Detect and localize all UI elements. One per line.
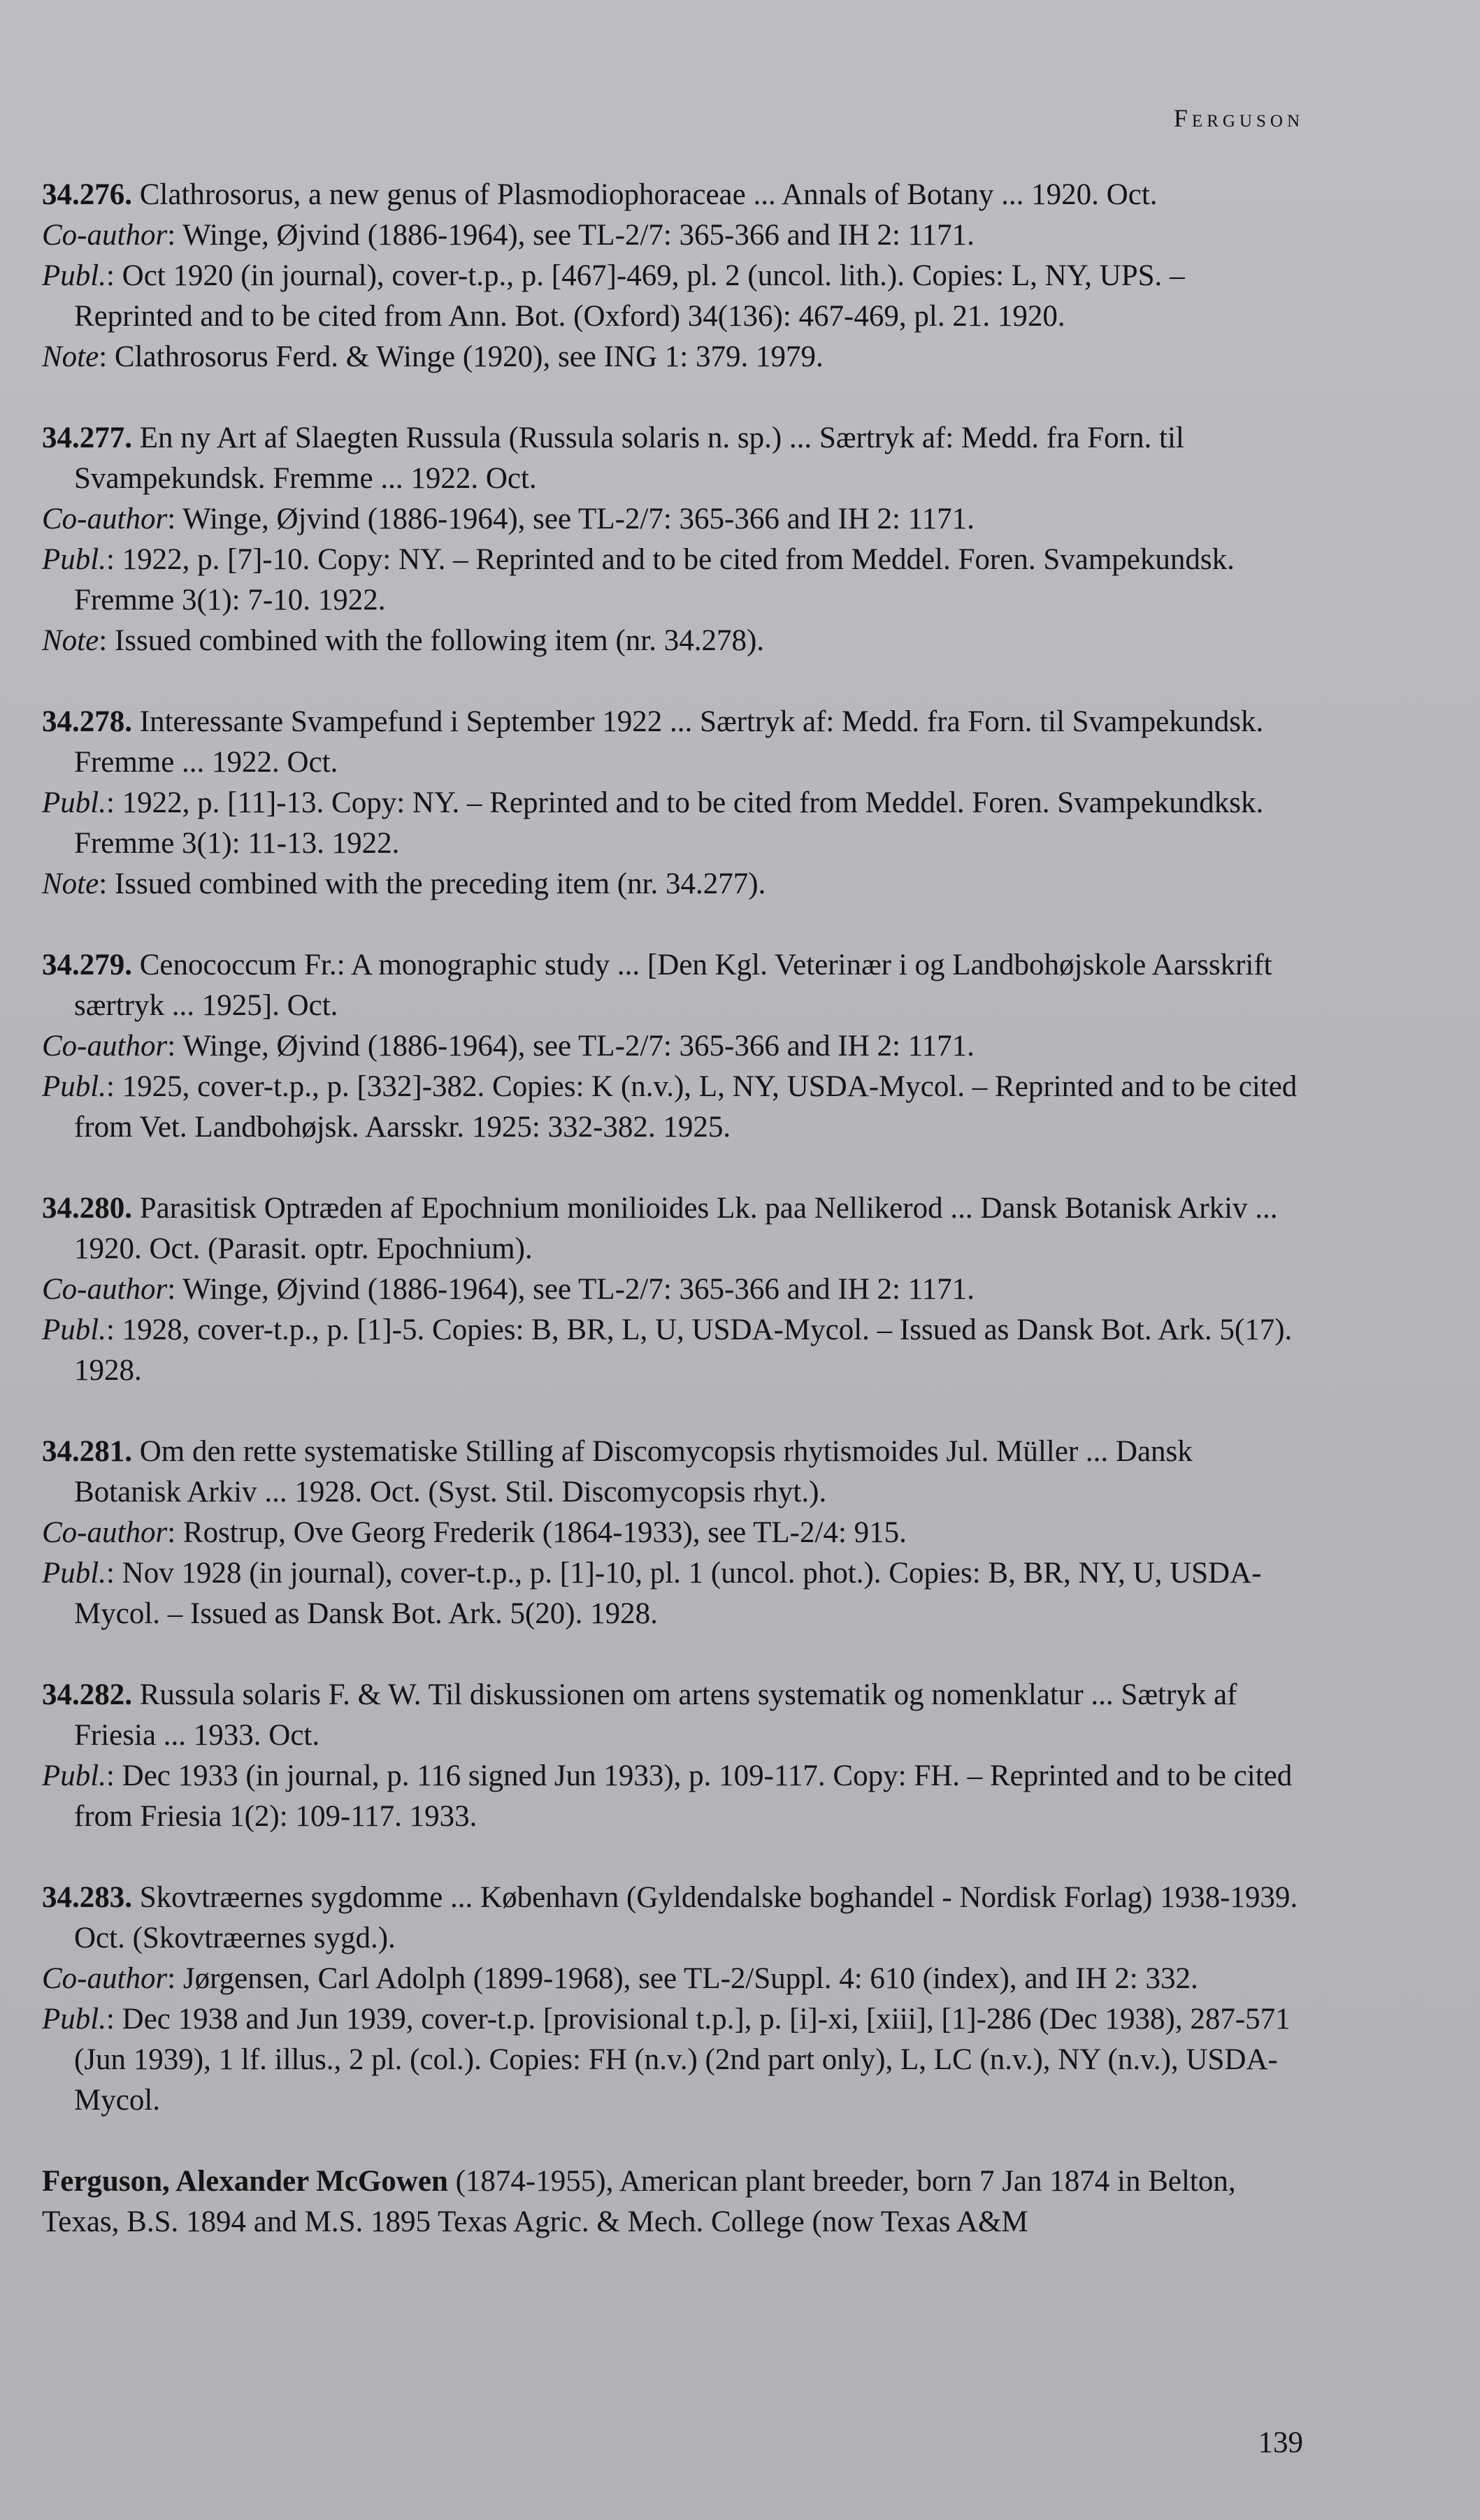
entry-title: Interessante Svampefund i September 1922 ... Særtryk af: Medd. fra Forn. til Svampekundsk. Fremme ... 1922. Oct.: [74, 705, 1264, 779]
bibliography-entry: [42, 418, 1305, 661]
entry-title: Om den rette systematiske Stilling af Discomycopsis rhytismoides Jul. Müller ... Dansk Botanisk Arkiv ... 1928. Oct. (Syst. Stil. Discomycopsis rhyt.).: [74, 1435, 1193, 1509]
entry-publication-text: : Dec 1938 and Jun 1939, cover-t.p. [provisional t.p.], p. [i]-xi, [xiii], [1]-286 (Dec 1938), 287-571 (Jun 1939), 1 lf. illus., 2 pl. (col.). Copies: FH (n.v.) (2nd part only), L, LC (n.v.), NY (n.v.), USDA-Mycol.: [74, 2003, 1291, 2117]
entry-number: 34.281.: [42, 1435, 132, 1468]
entry-publication-label: Publ.: [42, 1759, 106, 1792]
entry-publication-label: Publ.: [42, 259, 106, 292]
entry-note-line: [42, 864, 1305, 905]
entry-title-line: [42, 945, 1305, 1026]
entry-publication-label: Publ.: [42, 1313, 106, 1346]
entry-co-author-label: Co-author: [42, 219, 168, 252]
entry-title-line: [42, 1188, 1305, 1269]
entry-note-text: : Clathrosorus Ferd. & Winge (1920), see ING 1: 379. 1979.: [99, 340, 824, 373]
entry-co-author-line: [42, 499, 1305, 540]
entry-number: 34.276.: [42, 178, 132, 211]
page-content: [42, 175, 1305, 2242]
entry-number: 34.280.: [42, 1192, 132, 1225]
entry-co-author-line: [42, 215, 1305, 256]
entry-number: 34.278.: [42, 705, 132, 738]
entry-title: En ny Art af Slaegten Russula (Russula solaris n. sp.) ... Særtryk af: Medd. fra Forn. til Svampekundsk. Fremme ... 1922. Oct.: [74, 422, 1184, 495]
entry-co-author-text: : Jørgensen, Carl Adolph (1899-1968), see TL-2/Suppl. 4: 610 (index), and IH 2: 332.: [167, 1962, 1198, 1995]
entry-co-author-line: [42, 1026, 1305, 1067]
entry-co-author-text: : Rostrup, Ove Georg Frederik (1864-1933), see TL-2/4: 915.: [167, 1516, 907, 1549]
entry-co-author-line: [42, 1269, 1305, 1310]
entry-publication-line: [42, 256, 1305, 337]
entry-note-text: : Issued combined with the preceding item (nr. 34.277).: [99, 867, 766, 900]
entry-title-line: [42, 1432, 1305, 1513]
entry-title-line: [42, 175, 1305, 215]
bibliography-entry: [42, 1878, 1305, 2121]
bibliography-entry: [42, 1675, 1305, 1837]
entry-number: 34.277.: [42, 422, 132, 454]
entry-publication-text: : 1925, cover-t.p., p. [332]-382. Copies: K (n.v.), L, NY, USDA-Mycol. – Reprinted and to be cited from Vet. Landbohøjsk. Aarsskr. 1925: 332-382. 1925.: [74, 1070, 1298, 1144]
bibliography-entry: [42, 945, 1305, 1148]
entry-co-author-label: Co-author: [42, 1516, 168, 1549]
entry-number: 34.283.: [42, 1881, 132, 1914]
bibliography-entry: [42, 702, 1305, 905]
entry-co-author-line: [42, 1959, 1305, 1999]
entry-title-line: [42, 1675, 1305, 1756]
page-number: 139: [1258, 2426, 1303, 2459]
entry-note-line: [42, 621, 1305, 661]
entries-list: [42, 175, 1305, 2121]
entry-note-label: Note: [42, 624, 99, 657]
entry-co-author-text: : Winge, Øjvind (1886-1964), see TL-2/7: 365-366 and IH 2: 1171.: [167, 503, 975, 535]
entry-co-author-label: Co-author: [42, 503, 168, 535]
biography-text: (1874-1955), American plant breeder, born 7 Jan 1874 in Belton, Texas, B.S. 1894 and M.S. 1895 Texas Agric. & Mech. College (now Texas A&M: [42, 2165, 1236, 2238]
entry-publication-label: Publ.: [42, 543, 106, 576]
entry-number: 34.279.: [42, 949, 132, 981]
entry-co-author-label: Co-author: [42, 1962, 168, 1995]
entry-co-author-text: : Winge, Øjvind (1886-1964), see TL-2/7: 365-366 and IH 2: 1171.: [167, 219, 975, 252]
biography-entry: [42, 2161, 1305, 2242]
entry-co-author-label: Co-author: [42, 1030, 168, 1063]
entry-note-line: [42, 337, 1305, 377]
entry-co-author-text: : Winge, Øjvind (1886-1964), see TL-2/7: 365-366 and IH 2: 1171.: [167, 1273, 975, 1306]
running-head: Ferguson: [1173, 104, 1304, 132]
entry-publication-text: : Oct 1920 (in journal), cover-t.p., p. [467]-469, pl. 2 (uncol. lith.). Copies: L, NY, UPS. – Reprinted and to be cited from Ann. Bot. (Oxford) 34(136): 467-469, pl. 21. 1920.: [74, 259, 1185, 333]
entry-publication-text: : 1928, cover-t.p., p. [1]-5. Copies: B, BR, L, U, USDA-Mycol. – Issued as Dansk Bot. Ark. 5(17). 1928.: [74, 1313, 1293, 1387]
entry-co-author-label: Co-author: [42, 1273, 168, 1306]
entry-publication-text: : Dec 1933 (in journal, p. 116 signed Jun 1933), p. 109-117. Copy: FH. – Reprinted and to be cited from Friesia 1(2): 109-117. 1933.: [74, 1759, 1293, 1833]
entry-publication-text: : Nov 1928 (in journal), cover-t.p., p. [1]-10, pl. 1 (uncol. phot.). Copies: B, BR, NY, U, USDA-Mycol. – Issued as Dansk Bot. Ark. 5(20). 1928.: [74, 1557, 1262, 1630]
entry-co-author-line: [42, 1513, 1305, 1553]
entry-note-label: Note: [42, 867, 99, 900]
entry-publication-label: Publ.: [42, 1070, 106, 1103]
entry-publication-text: : 1922, p. [11]-13. Copy: NY. – Reprinted and to be cited from Meddel. Foren. Svampekundksk. Fremme 3(1): 11-13. 1922.: [74, 786, 1264, 860]
entry-publication-label: Publ.: [42, 2003, 106, 2036]
entry-publication-label: Publ.: [42, 786, 106, 819]
entry-title: Russula solaris F. & W. Til diskussionen om artens systematik og nomenklatur ... Sætryk af Friesia ... 1933. Oct.: [74, 1678, 1237, 1752]
entry-publication-line: [42, 1553, 1305, 1634]
entry-number: 34.282.: [42, 1678, 132, 1711]
entry-note-text: : Issued combined with the following item (nr. 34.278).: [99, 624, 765, 657]
entry-publication-line: [42, 1999, 1305, 2121]
entry-title: Parasitisk Optræden af Epochnium monilioides Lk. paa Nellikerod ... Dansk Botanisk Arkiv ... 1920. Oct. (Parasit. optr. Epochnium).: [74, 1192, 1278, 1265]
entry-note-label: Note: [42, 340, 99, 373]
entry-co-author-text: : Winge, Øjvind (1886-1964), see TL-2/7: 365-366 and IH 2: 1171.: [167, 1030, 975, 1063]
entry-publication-line: [42, 783, 1305, 864]
bibliography-entry: [42, 175, 1305, 377]
entry-title-line: [42, 702, 1305, 783]
entry-publication-line: [42, 1067, 1305, 1148]
entry-publication-text: : 1922, p. [7]-10. Copy: NY. – Reprinted and to be cited from Meddel. Foren. Svampekundsk. Fremme 3(1): 7-10. 1922.: [74, 543, 1235, 617]
biography-name: Ferguson, Alexander McGowen: [42, 2165, 448, 2198]
entry-title-line: [42, 418, 1305, 499]
entry-publication-line: [42, 1756, 1305, 1837]
entry-title: Cenococcum Fr.: A monographic study ... [Den Kgl. Veterinær i og Landbohøjskole Aarsskrift særtryk ... 1925]. Oct.: [74, 949, 1272, 1022]
bibliography-entry: [42, 1432, 1305, 1634]
entry-publication-line: [42, 540, 1305, 621]
entry-publication-label: Publ.: [42, 1557, 106, 1590]
entry-title: Clathrosorus, a new genus of Plasmodiophoraceae ... Annals of Botany ... 1920. Oct.: [139, 178, 1158, 211]
entry-publication-line: [42, 1310, 1305, 1391]
entry-title: Skovtræernes sygdomme ... København (Gyldendalske boghandel - Nordisk Forlag) 1938-1939. Oct. (Skovtræernes sygd.).: [74, 1881, 1298, 1954]
bibliography-entry: [42, 1188, 1305, 1391]
entry-title-line: [42, 1878, 1305, 1959]
